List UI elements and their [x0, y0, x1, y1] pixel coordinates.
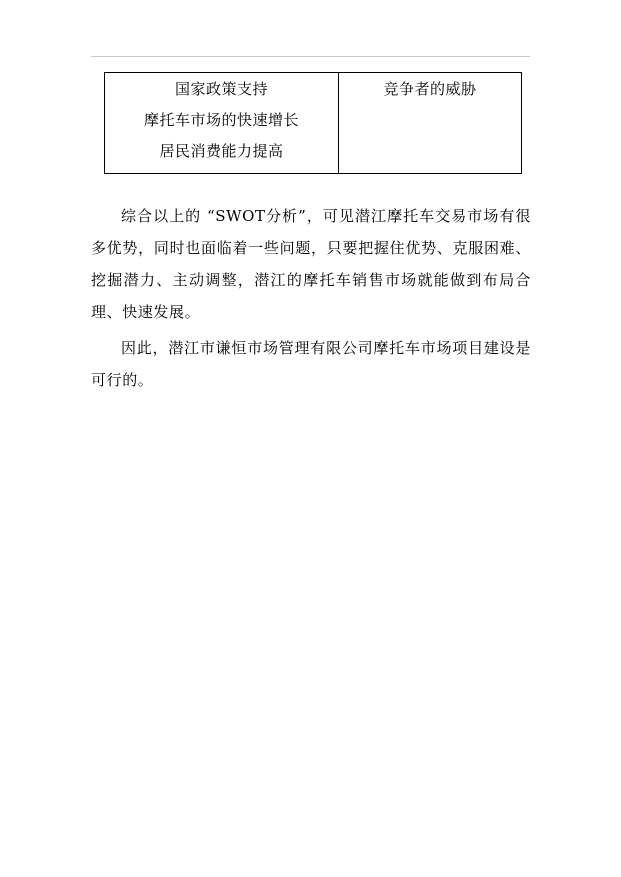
header-divider: [91, 56, 530, 57]
swot-table: [104, 72, 522, 174]
cell-line: 国家政策支持: [174, 80, 268, 98]
swot-cell-threats: [339, 73, 522, 174]
cell-line: 居民消费能力提高: [159, 142, 284, 160]
table-row: [105, 73, 522, 174]
feasibility-paragraph: 因此，潜江市谦恒市场管理有限公司摩托车市场项目建设是可行的。: [91, 339, 531, 389]
cell-line: 摩托车市场的快速增长: [143, 111, 299, 129]
cell-line: 竞争者的威胁: [383, 80, 477, 98]
conclusion-paragraph: 综合以上的 “SWOT分析”，可见潜江摩托车交易市场有很多优势，同时也面临着一些问题，只要把握住优势、克服困难、挖掘潜力、主动调整，潜江的摩托车销售市场就能做到布局合理、快速发展。: [91, 207, 531, 321]
swot-cell-opportunities: [105, 73, 339, 174]
